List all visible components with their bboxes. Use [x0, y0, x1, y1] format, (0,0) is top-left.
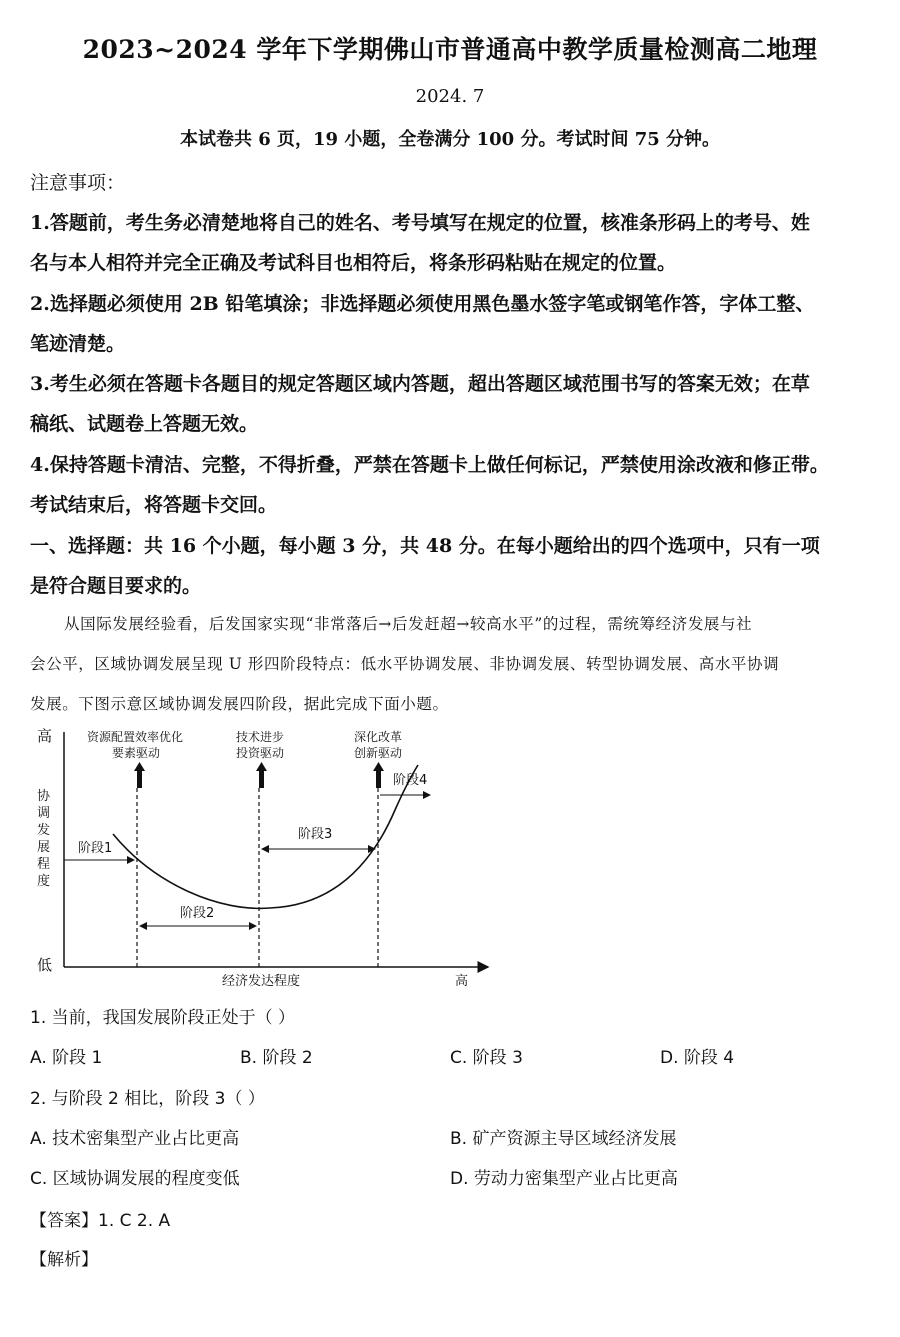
question-2-option-d[interactable]: D. 劳动力密集型产业占比更高 — [450, 1169, 678, 1189]
svg-text:发: 发 — [37, 823, 51, 838]
question-1-option-a[interactable]: A. 阶段 1 — [30, 1048, 103, 1068]
up-arrow-2 — [256, 762, 267, 788]
section-heading: 一、选择题：共 16 个小题，每小题 3 分，共 48 分。在每小题给出的四个选项中，只有一项 — [30, 535, 820, 557]
notes-heading: 注意事项： — [30, 172, 126, 194]
u-curve — [113, 765, 418, 908]
note-line: 2.选择题必须使用 2B 铅笔填涂；非选择题必须使用黑色墨水签字笔或钢笔作答，字体工整、 — [30, 293, 815, 315]
note-line: 4.保持答题卡清洁、完整，不得折叠，严禁在答题卡上做任何标记，严禁使用涂改液和修正带。 — [30, 454, 829, 476]
note-line: 名与本人相符并完全正确及考试科目也相符后，将条形码粘贴在规定的位置。 — [30, 252, 677, 274]
stage-1-label: 阶段1 — [78, 841, 113, 856]
y-axis-label — [37, 788, 51, 889]
question-1-stem: 1. 当前，我国发展阶段正处于（ ） — [30, 1008, 296, 1028]
note-line: 稿纸、试题卷上答题无效。 — [30, 413, 259, 435]
driver-2-line2: 投资驱动 — [236, 746, 285, 760]
question-2-option-a[interactable]: A. 技术密集型产业占比更高 — [30, 1129, 240, 1149]
passage-line: 会公平，区域协调发展呈现 U 形四阶段特点：低水平协调发展、非协调发展、转型协调发展、高水平协调 — [30, 655, 780, 673]
question-2-stem: 2. 与阶段 2 相比，阶段 3（ ） — [30, 1089, 265, 1109]
question-1-option-c[interactable]: C. 阶段 3 — [450, 1048, 523, 1068]
stage-4-label: 阶段4 — [393, 773, 428, 788]
driver-3-line1: 深化改革 — [354, 730, 403, 744]
passage-line: 发展。下图示意区域协调发展四阶段，据此完成下面小题。 — [30, 695, 449, 713]
stage-2-label: 阶段2 — [180, 906, 215, 921]
y-high-label: 高 — [37, 727, 53, 745]
svg-text:程: 程 — [37, 857, 51, 872]
svg-text:调: 调 — [37, 806, 51, 821]
note-line: 考试结束后，将答题卡交回。 — [30, 494, 278, 516]
svg-text:展: 展 — [37, 840, 51, 855]
note-line: 1.答题前，考生务必清楚地将自己的姓名、考号填写在规定的位置，核准条形码上的考号、姓 — [30, 212, 810, 234]
answer-line: 【答案】1. C 2. A — [30, 1211, 171, 1231]
up-arrow-1 — [134, 762, 145, 788]
page-title: 2023~2024 学年下学期佛山市普通高中教学质量检测高二地理 — [82, 35, 818, 64]
note-line: 笔迹清楚。 — [30, 333, 126, 355]
question-1-option-b[interactable]: B. 阶段 2 — [240, 1048, 313, 1068]
x-high-label: 高 — [455, 974, 469, 989]
driver-3-line2: 创新驱动 — [354, 746, 403, 760]
driver-2-line1: 技术进步 — [236, 730, 285, 744]
exam-date: 2024. 7 — [415, 86, 485, 107]
question-2-option-c[interactable]: C. 区域协调发展的程度变低 — [30, 1169, 240, 1189]
note-line: 3.考生必须在答题卡各题目的规定答题区域内答题，超出答题区域范围书写的答案无效；在草 — [30, 373, 810, 395]
question-2-option-b[interactable]: B. 矿产资源主导区域经济发展 — [450, 1129, 677, 1149]
exam-intro: 本试卷共 6 页，19 小题，全卷满分 100 分。考试时间 75 分钟。 — [179, 129, 721, 150]
analysis-heading: 【解析】 — [30, 1250, 98, 1270]
svg-text:度: 度 — [37, 874, 51, 889]
svg-text:协: 协 — [37, 789, 51, 804]
stage-3-label: 阶段3 — [298, 827, 333, 842]
question-1-option-d[interactable]: D. 阶段 4 — [660, 1048, 735, 1068]
driver-1-line2: 要素驱动 — [112, 746, 161, 760]
y-low-label: 低 — [37, 956, 53, 974]
up-arrow-3 — [373, 762, 384, 788]
section-heading-cont: 是符合题目要求的。 — [30, 575, 202, 597]
passage-line: 从国际发展经验看，后发国家实现“非常落后→后发赶超→较高水平”的过程，需统筹经济发展与社 — [64, 615, 753, 633]
driver-1-line1: 资源配置效率优化 — [87, 730, 184, 744]
x-axis-label: 经济发达程度 — [222, 974, 301, 989]
